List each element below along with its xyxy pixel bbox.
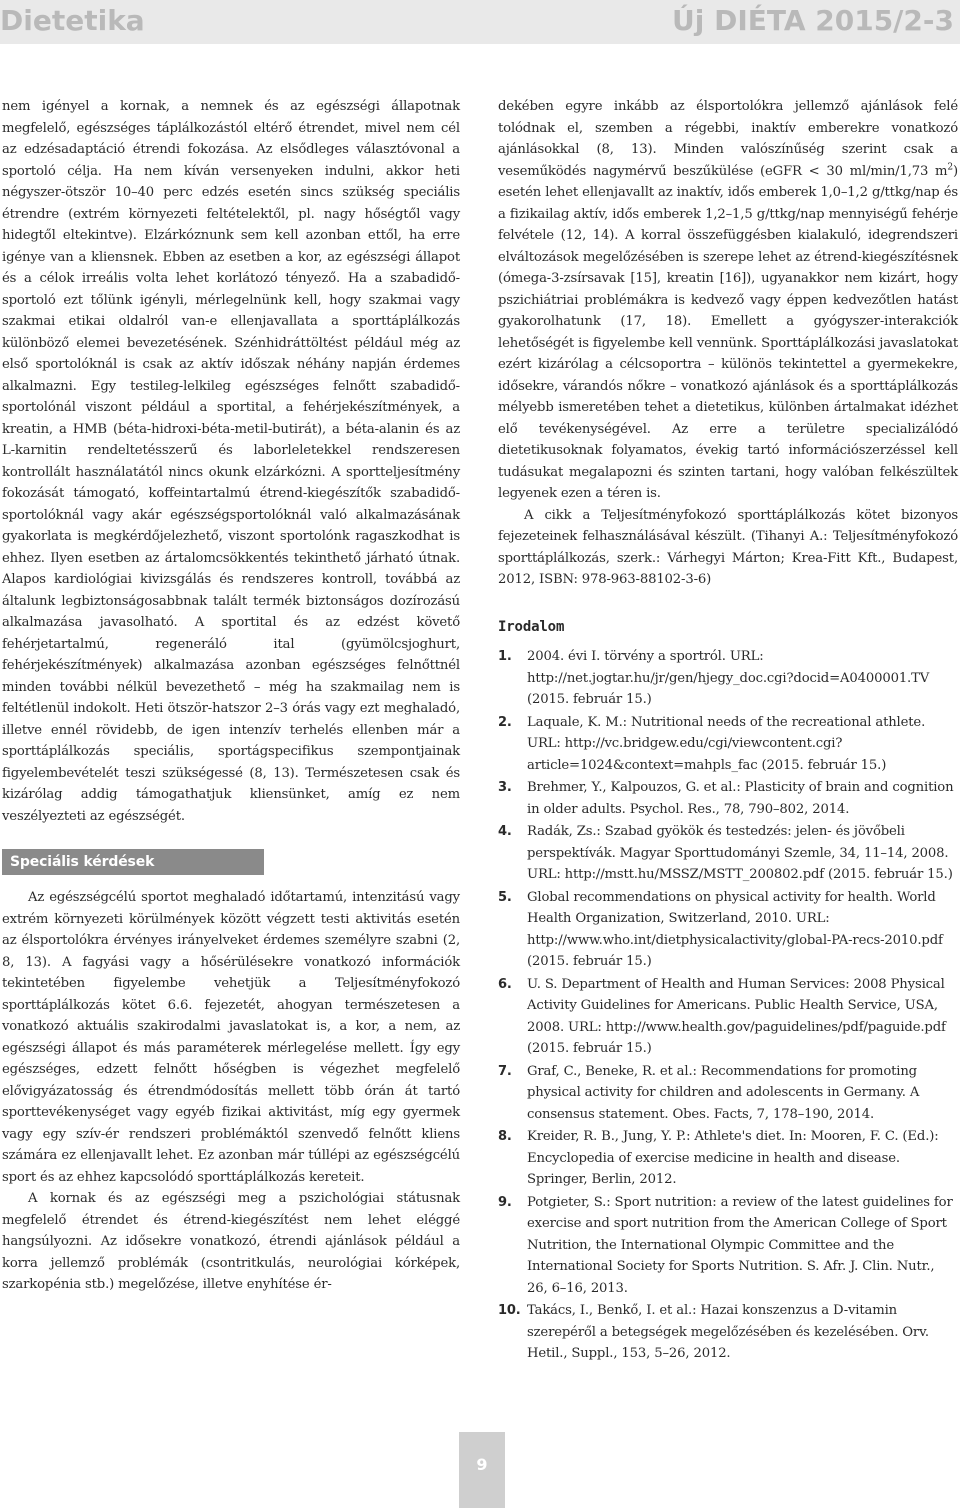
right-paragraph-1-part-b: ) esetén lehet ellenjavallt az inaktív, idős emberek 1,0–1,2 g/ttkg/nap és a fizikailag aktív, idős emberek 1,2–1,5 g/ttkg/nap mennyiségű fehérje felvétele (12, 14). A korral összefüggésben kialakuló, idegrendszeri elváltozások megelőzésében is szerepe lehet az étrend-kiegészítésnek (ómega-3-zsírsavak [15], kreatin [16]), ugyanakkor nem kizárt, hogy pszichiátriai problémákra is kedvező vagy éppen kedvezőtlen hatást gyakorolhatunk (17, 18). Emellett a gyógyszer-interakciók lehetőségét is figyelembe kell vennünk. Sporttáplálkozási javaslatokat ezért kizárólag a célcsoportra – különös tekintettel a gyermekekre, idősekre, várandós nőkre – vonatkozó ajánlások és a sporttáplálkozás mélyebb ismeretében tehet a dietetikus, különben ártalmakat idézhet elő tevékenységével. Az erre a területre specializálódó dietetikusoknak folyamatos, évekig tartó információszerzéssel kell tudásukat megalapozni és szinten tartani, hogy valóban felkészültek legyenek ezen a téren is. [498, 163, 958, 501]
references-title: Irodalom [498, 618, 565, 635]
left-paragraph-1: nem igényel a kornak, a nemnek és az egészségi állapotnak megfelelő, egészséges táplálkozástól eltérő étrendet, mivel nem cél az edzésadaptáció étrendi fokozása. Az elsődleges választóvonal a sportoló célja. Ha nem kíván versenyeken indulni, akkor heti négyszer-ötször 10–40 perc edzés esetén sincs szükség speciális étrendre (extrém környezeti feltételektől, pl. nagy hőségtől vagy hidegtől eltekintve). Elzárkóznunk sem kell azonban ettől, ha erre igénye van a kliensnek. Ebben az esetben a kor, az egészségi állapot és a célok irreális volta lehet korlátozó tényező. Ha a szabadidő-sportoló ezt tőlünk igényli, mérlegelnünk kell, hogy szakmai vagy szakmai etikai oldalról van-e ellenjavallata a sporttáplálkozás különböző elemei bevezetésének. Szénhidráttöltést például még az első sportolóknál is csak az aktív időszak néhány napján érdemes alkalmazni. Egy testileg-lelkileg egészséges felnőtt szabadidő-sportolónál viszont például a sportital, a fehérjekészítmények, a kreatin, a HMB (béta-hidroxi-béta-metil-butirát), a béta-alanin és az L-karnitin rendeltetésszerű és laborleletekkel rendszeresen kontrollált használatától nincs okunk elzárkózni. A sportteljesítmény fokozását támogató, koffeintartalmú étrend-kiegészítők szabadidő-sportolóknál vagy akár egészségsportolóknál való alkalmazásának gyakorlata is megkérdőjelezhető, viszont sportolónk ragaszkodhat is ehhez. Ilyen esetben az ártalomcsökkentés tekinthető járható útnak. Alapos kardiológiai kivizsgálás és rendszeres kontroll, továbbá az általunk legbiztonságosabbnak talált termék biztonságos dozírozású alkalmazása javasolható. A sportital és az edzést követő fehérjetartalmú, regeneráló ital (gyümölcsjoghurt, fehérjekészítmények) alkalmazása azonban egészséges felnőttnél minden további nélkül bevezethető – még ha szakmailag nem is feltétlenül indokolt. Heti ötször-hatszor 2–3 órás vagy ezt meghaladó, illetve ennél rövidebb, de igen intenzív terhelés ellenben már a sporttáplálkozás speciális, sportágspecifikus szempontjainak figyelembevételét teszi szükségessé (8, 13). Természetesen csak és kizárólag addig támogathatjuk kliensünket, amíg ez nem veszélyezteti az egészségét. [2, 99, 460, 824]
journal-section-title: Dietetika [0, 4, 145, 37]
reference-item [498, 974, 958, 1060]
right-column [498, 96, 958, 1366]
reference-item [498, 1126, 958, 1191]
reference-text: Radák, Zs.: Szabad gyökök és testedzés: jelen- és jövőbeli perspektívák. Magyar Sporttudományi Szemle, 34, 11–14, 2008. URL: http://mstt.hu/MSSZ/MSTT_200802.pdf (2015. február 15.) [527, 824, 953, 882]
reference-number: 3. [498, 780, 512, 795]
reference-text: 2004. évi I. törvény a sportról. URL: http://net.jogtar.hu/jr/gen/hjegy_doc.cgi?docid=A0400001.TV (2015. február 15.) [527, 649, 930, 707]
right-paragraph-1 [498, 96, 958, 505]
reference-text: Global recommendations on physical activity for health. World Health Organization, Switzerland, 2010. URL: http://www.who.int/dietphysicalactivity/global-PA-recs-2010.pdf (2015. február 15.) [527, 889, 943, 969]
reference-item [498, 1300, 958, 1365]
reference-item [498, 712, 958, 777]
reference-number: 1. [498, 649, 512, 664]
page-number: 9 [459, 1432, 505, 1508]
reference-item [498, 1061, 958, 1126]
section-heading: Speciális kérdések [2, 849, 264, 875]
left-paragraph-2: Az egészségcélú sportot meghaladó időtartamú, intenzitású vagy extrém környezeti körülmények között végzett testi aktivitás esetén az élsportolókra érvényes irányelveket érdemes személyre szabni (2, 8, 13). A fagyási vagy a hősérülésekre vonatkozó információk tekintetében figyelembe vehetjük a Teljesítményfokozó sporttáplálkozás kötet 6.6. fejezetét, ahogyan természetesen a vonatkozó aktuális szakirodalmi javaslatokat is, a kor, a nem, az egészségi állapot és más paraméterek mérlegelése mellett. Így egy egészséges, edzett felnőtt hőségben is végezhet megfelelő elővigyázatosság és étrendmódosítás mellett több órán át tartó sporttevékenységet vagy egyéb fizikai aktivitást, míg egy gyermek vagy egy szív-ér rendszeri problémáktól szenvedő felnőtt kliens számára ez ellenjavallt lehet. Ez azonban már túllépi az egészségcélú sport és az ehhez kapcsolódó sporttáplálkozás kereteit. [2, 890, 460, 1185]
reference-text: Graf, C., Beneke, R. et al.: Recommendations for promoting physical activity for children and adolescents in Germany. A consensus statement. Obes. Facts, 7, 178–190, 2014. [527, 1063, 920, 1122]
right-paragraph-1-part-a: dekében egyre inkább az élsportolókra jellemző ajánlások felé tolódnak el, szemben a régebbi, inaktív emberekre vonatkozó ajánlásokkal (8, 13). Minden valószínűség szerint csak a veseműködés nagymérvű beszűkülése (eGFR < 30 ml/min/1,73 m [498, 99, 958, 179]
reference-text: Potgieter, S.: Sport nutrition: a review of the latest guidelines for exercise and sport nutrition from the American College of Sport Nutrition, the International Olympic Committee and the International Society for Sports Nutrition. S. Afr. J. Clin. Nutr., 26, 6–16, 2013. [527, 1194, 953, 1296]
reference-number: 8. [498, 1129, 512, 1144]
reference-number: 5. [498, 889, 512, 905]
reference-text: Laquale, K. M.: Nutritional needs of the recreational athlete. URL: http://vc.bridgew.edu/cgi/viewcontent.cgi?article=1024&context=mahpls_fac (2015. február 15.) [527, 714, 926, 773]
reference-number: 4. [498, 824, 512, 839]
reference-item [498, 821, 958, 886]
reference-number: 6. [498, 976, 512, 992]
superscript: 2 [947, 162, 953, 173]
reference-text: U. S. Department of Health and Human Services: 2008 Physical Activity Guidelines for Americans. Public Health Service, USA, 2008. URL: http://www.health.gov/paguidelines/pdf/paguide.pdf (2015. február 15.) [527, 976, 946, 1056]
reference-number: 9. [498, 1194, 512, 1210]
journal-issue-title: Új DIÉTA 2015/2-3 [672, 4, 954, 37]
reference-text: Kreider, R. B., Jung, Y. P.: Athlete's diet. In: Mooren, F. C. (Ed.): Encyclopedia of exercise medicine in health and disease. Springer, Berlin, 2012. [527, 1129, 939, 1187]
reference-item [498, 1192, 958, 1300]
reference-item [498, 887, 958, 973]
reference-number: 7. [498, 1063, 512, 1079]
right-paragraph-2: A cikk a Teljesítményfokozó sporttáplálkozás kötet bizonyos fejezeteinek felhasználásával készült. (Tihanyi A.: Teljesítményfokozó sporttáplálkozás, szerk.: Várhegyi Márton; Krea-Fitt Kft., Budapest, 2012, ISBN: 978-963-88102-3-6) [498, 507, 958, 587]
left-column [2, 96, 460, 1296]
reference-item [498, 777, 958, 820]
references-list [498, 646, 958, 1365]
reference-text: Takács, I., Benkő, I. et al.: Hazai konszenzus a D-vitamin szerepéről a betegségek megelőzésében és kezelésében. Orv. Hetil., Suppl., 153, 5–26, 2012. [527, 1303, 929, 1361]
reference-number: 2. [498, 714, 512, 730]
reference-text: Brehmer, Y., Kalpouzos, G. et al.: Plasticity of brain and cognition in older adults. Psychol. Res., 78, 790–802, 2014. [527, 780, 954, 817]
reference-item [498, 646, 958, 711]
page-header [0, 0, 960, 44]
left-paragraph-3: A kornak és az egészségi meg a pszichológiai státusnak megfelelő étrendet és étrend-kiegészítést nem lehet eléggé hangsúlyozni. Az idősekre vonatkozó, étrendi ajánlások például a korra jellemző problémák (csontritkulás, neurológiai kórképek, szarkopénia stb.) megelőzése, illetve enyhítése ér- [2, 1191, 460, 1292]
reference-number: 10. [498, 1303, 521, 1318]
